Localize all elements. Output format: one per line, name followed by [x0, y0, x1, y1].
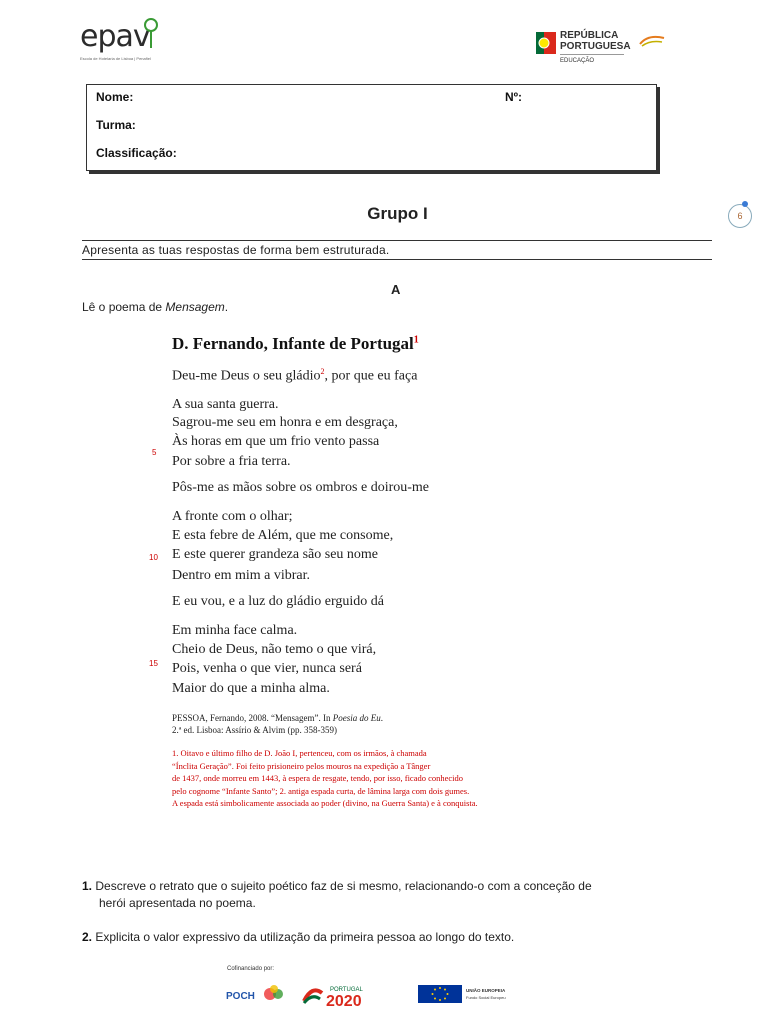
line-number: 10	[149, 553, 158, 562]
footnote-line: 1. Oitavo e último filho de D. João I, pertenceu, com os irmãos, à chamada	[172, 748, 427, 758]
poem-line: A fronte com o olhar;	[172, 509, 293, 524]
line-footnote-ref: 2	[320, 367, 325, 376]
poch-logo	[226, 983, 286, 1005]
footnote-line: pelo cognome “Infante Santo”; 2. antiga espada curta, de lâmina larga com dois gumes.	[172, 785, 470, 796]
svg-text:2020: 2020	[326, 993, 362, 1007]
page-badge-dot-icon	[742, 201, 748, 207]
footnote-line: “Ínclita Geração”. Foi feito prisioneiro pelos mouros na expedição a Tânger	[172, 760, 431, 771]
instruction-text: Apresenta as tuas respostas de forma bem estruturada.	[82, 243, 390, 257]
poem-line: E esta febre de Além, que me consome,	[172, 528, 394, 543]
title-footnote-ref: 1	[413, 334, 419, 346]
poem-line: Deu-me Deus o seu gládio$^2$, por que eu faça	[172, 367, 418, 384]
school-logo	[80, 18, 160, 62]
republic-text-2: PORTUGUESA	[560, 41, 631, 52]
divider-bottom	[82, 259, 712, 260]
poem-line: Por sobre a fria terra.	[172, 454, 291, 469]
poem-line: Cheio de Deus, não temo o que virá,	[172, 642, 377, 657]
line-number: 15	[149, 659, 158, 668]
group-title: Grupo I	[367, 204, 428, 223]
portugal-2020-icon	[302, 983, 402, 1007]
poem-line: E eu vou, e a luz do gládio erguido dá	[172, 594, 385, 609]
svg-text:POCH: POCH	[226, 991, 255, 1002]
divider-top	[82, 240, 712, 241]
cofinanced-label: Cofinanciado por:	[227, 966, 275, 972]
class-label: Turma:	[96, 118, 136, 132]
number-label: Nº:	[505, 90, 523, 104]
poem-line: Sagrou-me seu em honra e em desgraça,	[172, 415, 398, 430]
svg-text:UNIÃO EUROPEIA: UNIÃO EUROPEIA	[466, 988, 506, 993]
quality-swoosh-icon	[638, 34, 666, 48]
eu-flag-icon	[418, 983, 518, 1005]
student-id-box	[86, 84, 657, 171]
poem-line: A sua santa guerra.	[172, 397, 279, 412]
grade-label: Classificação:	[96, 146, 177, 160]
school-logo-text: epav	[80, 19, 150, 54]
footnotes	[172, 747, 572, 810]
source-citation: PESSOA, Fernando, 2008. “Mensagem”. In Poesia do Eu. 2.ª ed. Lisboa: Assírio & Alvim (pp. 358-359)	[172, 713, 383, 735]
republic-sub: EDUCAÇÃO	[560, 58, 595, 64]
poem-line: Em minha face calma.	[172, 623, 298, 638]
page-badge[interactable]: 6	[728, 204, 752, 228]
question-1: 1. Descreve o retrato que o sujeito poético faz de si mesmo, relacionando-o com a conceção de herói apresentada no poema.	[82, 879, 592, 910]
footnote-line: de 1437, onde morreu em 1443, à espera de resgate, tendo, por isso, ficado conhecido	[172, 773, 464, 783]
poch-logo-icon	[226, 983, 286, 1005]
footnote-line: A espada está simbolicamente associada ao poder (divino, na Guerra Santa) e à conquista.	[172, 798, 478, 808]
poem-title: D. Fernando, Infante de Portugal$^1$	[172, 334, 419, 353]
poem-line: Às horas em que um frio vento passa	[172, 434, 380, 449]
svg-text:Fundo Social Europeu: Fundo Social Europeu	[466, 995, 506, 1000]
eu-logo	[418, 983, 518, 1005]
divider	[560, 54, 624, 55]
read-prompt: Lê o poema de Mensagem.	[82, 300, 229, 314]
republic-text-1: REPÚBLICA	[560, 30, 619, 41]
section-label: A	[391, 282, 401, 297]
poem-line: Maior do que a minha alma.	[172, 681, 330, 696]
line-number: 5	[152, 448, 157, 457]
svg-text:PORTUGAL: PORTUGAL	[330, 987, 363, 993]
poem-line: Pôs-me as mãos sobre os ombros e doirou-me	[172, 480, 430, 495]
school-tagline: Escola de Hotelaria de Lisboa | Penafiel	[80, 56, 151, 61]
leaf-icon	[143, 18, 159, 48]
poem-line: Pois, venha o que vier, nunca será	[172, 661, 362, 676]
poem-line: Dentro em mim a vibrar.	[172, 568, 311, 583]
read-prompt-work: Mensagem	[165, 300, 225, 314]
republic-emblem-icon	[536, 32, 556, 54]
name-label: Nome:	[96, 90, 134, 104]
poem-line: E este querer grandeza são seu nome	[172, 547, 379, 562]
quality-badge	[638, 34, 666, 49]
question-2: 2. Explicita o valor expressivo da utilização da primeira pessoa ao longo do texto.	[82, 930, 515, 944]
portugal-2020-logo	[302, 983, 402, 1005]
